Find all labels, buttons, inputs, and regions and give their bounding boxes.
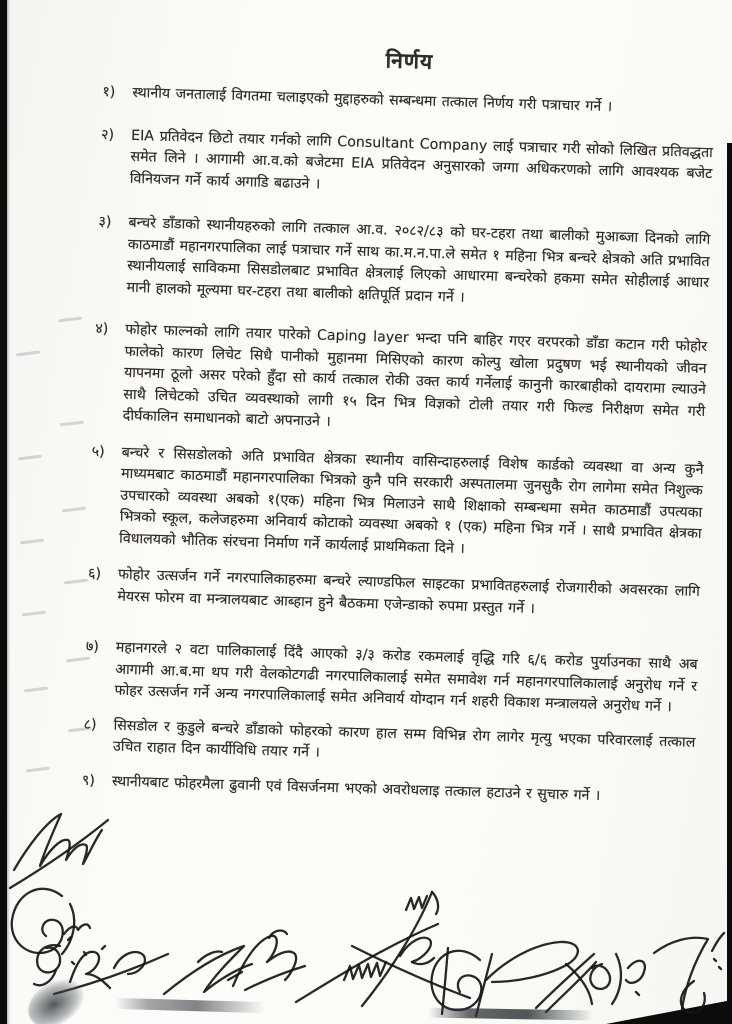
decision-item-7 — [84, 637, 698, 720]
handwritten-signature-7 — [292, 918, 442, 1010]
binding-mark — [62, 507, 86, 513]
scan-edge-right — [727, 143, 732, 1024]
scan-corner-bottom-right — [606, 1000, 732, 1024]
decision-item-2 — [100, 124, 714, 207]
decision-item-5 — [89, 441, 704, 567]
item-number: ५) — [91, 443, 105, 460]
decision-item-4 — [92, 319, 707, 445]
binding-mark — [20, 539, 44, 545]
item-text: बन्चरे डाँडाको स्थानीयहरुको लागि तत्काल आ.व. २०८२/८३ को घर-टहरा तथा बालीको मुआब्जा दिनको लागि काठमाडौं महानगरपालिका लाई पत्राचार गर्ने साथ का.म.न.पा.ले समेत १ महिना भित्र बन्चरे क्षेत्रको अति प्रभावित स्थानीयलाई साविकमा सिसडोलबाट प्रभावित क्षेत्रलाई लिएको आधारमा बन्चरेको हकमा समेत सोहीलाई आधार मानी हालको मूल्यमा घर-टहरा तथा बालीको क्षतिपूर्ति प्रदान गर्ने । — [126, 214, 711, 306]
decision-item-9 — [82, 770, 694, 810]
handwritten-signature-11 — [578, 942, 658, 1014]
item-text: सिसडोल र कुडुले बन्चरे डाँडाको फोहरको कारण हाल सम्म विभिन्न रोग लागेर मृत्यु भएका परिवारलाई तत्काल उचित राहात दिन कार्यीविधि तयार गर्ने । — [112, 717, 696, 761]
item-number: २) — [100, 126, 115, 143]
handwritten-signature-5 — [158, 940, 258, 1006]
item-number: ८) — [83, 716, 97, 733]
scan-streak — [428, 1008, 593, 1021]
handwritten-signature-8 — [340, 888, 475, 1014]
handwritten-signature-6 — [225, 928, 310, 1000]
item-text: EIA प्रतिवेदन छिटो तयार गर्नको लागि Consultant Company लाई पत्राचार गरी सोको लिखित प्रतिवद्धता समेत लिने । आगामी आ.व.को बजेटमा EIA प्रतिवेदन अनुसारको जग्गा अधिकरणको लागि आवश्यक बजेट विनियजन गर्ने कार्य अगाडि बढाउने । — [129, 127, 714, 192]
item-text: फोहोर उत्सर्जन गर्ने नगरपालिकाहरुमा बन्चरे ल्याण्डफिल साइटका प्रभावितहरुलाई रोजगारीको अवसरका लागि मेयरस फोरम वा मन्त्रालयबाट आब्हान हुने बैठकमा एजेन्डाको रुपमा प्रस्तुत गर्ने । — [117, 566, 701, 617]
scan-edge-left — [0, 0, 7, 1024]
handwritten-signature-2 — [4, 882, 99, 974]
item-number: ६) — [87, 565, 102, 583]
item-text: बन्चरे र सिसडोलको अति प्रभावित क्षेत्रका स्थानीय वासिन्दाहरुलाई विशेष कार्डको व्यवस्था वा अन्य कुनै माध्यमबाट काठमाडौं महानगरपालिका भित्रको कुनै पनि सरकारी अस्पतालमा जुनसुकै रोग लागेमा समेत निशुल्क उपचारको व्यवस्था अबको १(एक) महिना भित्र मिलाउने साथै शिक्षाको सम्बन्धमा समेत काठमाडौं उपत्यका भित्रको स्कूल, कलेजहरुमा अनिवार्य कोटाको व्यवस्था अबको १ (एक) महिना भित्र गर्ने । साथै प्रभावित क्षेत्रका विधालयको भौतिक संरचना निर्माण गर्ने कार्यलाई प्राथमिकता दिने । — [118, 444, 704, 557]
binding-mark — [26, 767, 50, 773]
item-text: स्थानीय जनतालाई विगतमा चलाइएको मुद्दाहरुको सम्बन्धमा तत्काल निर्णय गरी पत्राचार गर्ने । — [132, 84, 613, 116]
binding-mark — [16, 351, 40, 357]
binding-mark — [58, 317, 82, 323]
item-number: ४) — [95, 320, 109, 338]
handwritten-signature-10 — [478, 932, 598, 1018]
item-text: स्थानीयबाट फोहरमैला ढुवानी एवं विसर्जनमा भएको अवरोधलाइ तत्काल हटाउने र सुचारु गर्ने । — [111, 773, 601, 804]
decision-item-8 — [83, 714, 696, 775]
item-number: ९) — [81, 772, 96, 789]
binding-mark — [22, 611, 46, 617]
decision-item-6 — [87, 564, 700, 625]
binding-mark — [64, 579, 88, 585]
item-number: १) — [102, 83, 116, 101]
item-number: ७) — [85, 638, 100, 656]
scan-streak — [115, 998, 265, 1013]
page-title: निर्णय — [385, 48, 434, 74]
handwritten-signature-1 — [6, 808, 111, 900]
binding-mark — [24, 687, 48, 693]
decision-item-3 — [96, 212, 710, 316]
binding-mark — [60, 421, 84, 427]
item-text: फोहोर फाल्नको लागि तयार पारेको Caping layer भन्दा पनि बाहिर गएर वरपरको डाँडा कटान गरी फोहोर फालेको कारण लिचेट सिधै पानीको मुहानमा मिसिएको कारण कोल्पु खोला प्रदुषण भई स्थानीयको जीवन यापनमा ठूलो असर परेको हुँदा सो कार्य तत्काल रोकी उक्त कार्य गर्नेलाई कानुनी कारबाहीको दायरामा ल्याउने साथै लिचेटको उचित व्यवस्थाको लागी १५ दिन भित्र विज्ञको टोली तयार गरी फिल्ड निरीक्षण समेत गरी दीर्घकालिन समाधानको बाटो अपनाउने । — [122, 321, 708, 430]
scan-smudge — [19, 969, 92, 1024]
decision-document — [82, 38, 716, 810]
item-number: ३) — [98, 213, 112, 231]
binding-mark — [18, 455, 42, 461]
decision-item-1 — [102, 82, 714, 122]
item-text: महानगरले २ वटा पालिकालाई दिंदै आएको ३/३ करोड रकमलाई वृद्धि गरि ६/६ करोड पुर्याउनका साथै अब आगामी आ.ब.मा थप गरी वेलकोटगढी नगरपालिकालाई समेत समावेश गर्न महानगरपालिकालाई अनुरोध गर्ने र फोहर उत्सर्जन गर्ने अन्य नगरपालिकालाई समेत अनिवार्य योग्दान गर्न शहरी विकाश मन्त्रालयले अनुरोध गर्ने । — [114, 639, 698, 716]
